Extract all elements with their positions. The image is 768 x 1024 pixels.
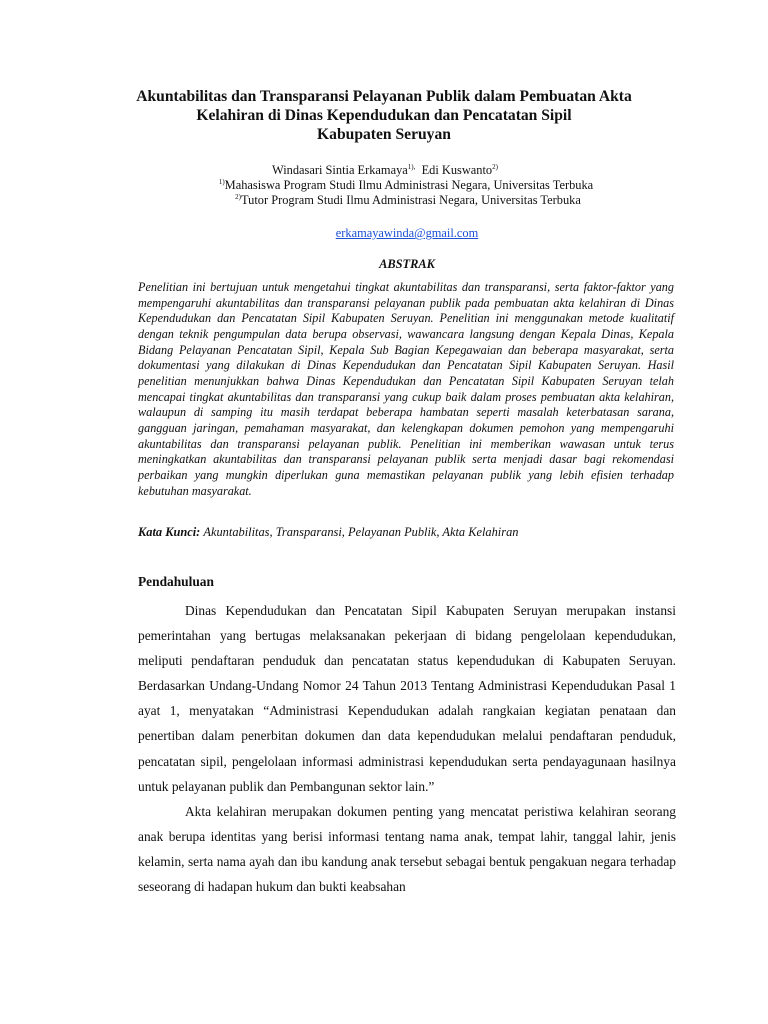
author-1-superscript: 1), [407, 163, 416, 171]
affiliation-2 [0, 193, 768, 208]
keywords-label: Kata Kunci: [138, 525, 201, 539]
author-names [0, 163, 768, 178]
author-1: Windasari Sintia Erkamaya [272, 163, 408, 177]
section-body [138, 598, 676, 899]
paragraph-2: Akta kelahiran merupakan dokumen penting yang mencatat peristiwa kelahiran seorang anak berupa identitas yang berisi informasi tentang nama anak, tempat lahir, tanggal lahir, jenis kelamin, serta nama ayah dan ibu kandung anak tersebut sebagai bentuk pengakuan negara terhadap seseorang di hadapan hukum dan bukti keabsahan [138, 803, 676, 895]
email-line [0, 226, 768, 241]
abstract-heading [0, 257, 768, 272]
keywords [138, 525, 674, 540]
title-line-1: Akuntabilitas dan Transparansi Pelayanan Publik dalam Pembuatan Akta [136, 88, 632, 105]
paragraph-1: Dinas Kependudukan dan Pencatatan Sipil Kabupaten Seruyan merupakan instansi pemerintahan yang bertugas melaksanakan pekerjaan di bidang pengelolaan kependudukan, meliputi pendaftaran penduduk dan pencatatan status kependudukan di Kabupaten Seruyan. Berdasarkan Undang-Undang Nomor 24 Tahun 2013 Tentang Administrasi Kependudukan Pasal 1 ayat 1, menyatakan “Administrasi Kependudukan adalah rangkaian kegiatan penataan dan penertiban dalam penerbitan dokumen dan data kependudukan melalui pendaftaran penduduk, pencatatan sipil, pengelolaan informasi administrasi kependudukan serta pendayagunaan hasilnya untuk pelayanan publik dan Pembangunan sektor lain.” [138, 603, 676, 794]
paper-title [80, 87, 688, 144]
affiliation-2-superscript: 2) [235, 193, 241, 201]
section-heading: Pendahuluan [138, 574, 214, 589]
affiliation-1-text: Mahasiswa Program Studi Ilmu Administrasi Negara, Universitas Terbuka [224, 178, 594, 192]
abstract-heading-text: ABSTRAK [379, 257, 435, 271]
title-line-3: Kabupaten Seruyan [317, 126, 451, 143]
author-2-superscript: 2) [492, 163, 498, 171]
author-block [0, 163, 768, 208]
keywords-text: Akuntabilitas, Transparansi, Pelayanan Publik, Akta Kelahiran [203, 525, 519, 539]
affiliation-2-text: Tutor Program Studi Ilmu Administrasi Negara, Universitas Terbuka [241, 193, 581, 207]
email-link[interactable]: erkamayawinda@gmail.com [335, 226, 479, 240]
title-line-2: Kelahiran di Dinas Kependudukan dan Pencatatan Sipil [196, 107, 572, 124]
affiliation-1 [0, 178, 768, 193]
author-2: Edi Kuswanto [421, 163, 493, 177]
abstract-text: Penelitian ini bertujuan untuk mengetahui tingkat akuntabilitas dan transparansi, serta faktor-faktor yang mempengaruhi akuntabilitas dan transparansi pelayanan publik pada pembuatan akta kelahiran di Dinas Kependudukan dan Pencatatan Sipil Kabupaten Seruyan. Penelitian ini menggunakan metode kualitatif dengan teknik pengumpulan data berupa observasi, wawancara langsung dengan Kepala Dinas, Kepala Bidang Pelayanan Pencatatan Sipil, Kepala Sub Bagian Kepegawaian dan beberapa masyarakat, serta dokumentasi yang dilakukan di Dinas Kependudukan dan Pencatatan Sipil Kabupaten Seruyan. Hasil penelitian menunjukkan bahwa Dinas Kependudukan dan Pencatatan Sipil Kabupaten Seruyan telah mencapai tingkat akuntabilitas dan transparansi yang cukup baik dalam proses pembuatan akta kelahiran, walaupun di samping itu masih terdapat beberapa hambatan seperti masalah keterbatasan sarana, gangguan jaringan, pemahaman masyarakat, dan kelengkapan dokumen pemohon yang mempengaruhi akuntabilitas dan transparansi pelayanan publik. Penelitian ini memberikan wawasan untuk terus meningkatkan akuntabilitas dan transparansi pelayanan publik serta menjadi dasar bagi rekomendasi perbaikan yang mungkin diperlukan guna memastikan pelayanan publik yang lebih efisien terhadap kebutuhan masyarakat. [138, 280, 674, 498]
affiliation-1-superscript: 1) [218, 178, 225, 186]
